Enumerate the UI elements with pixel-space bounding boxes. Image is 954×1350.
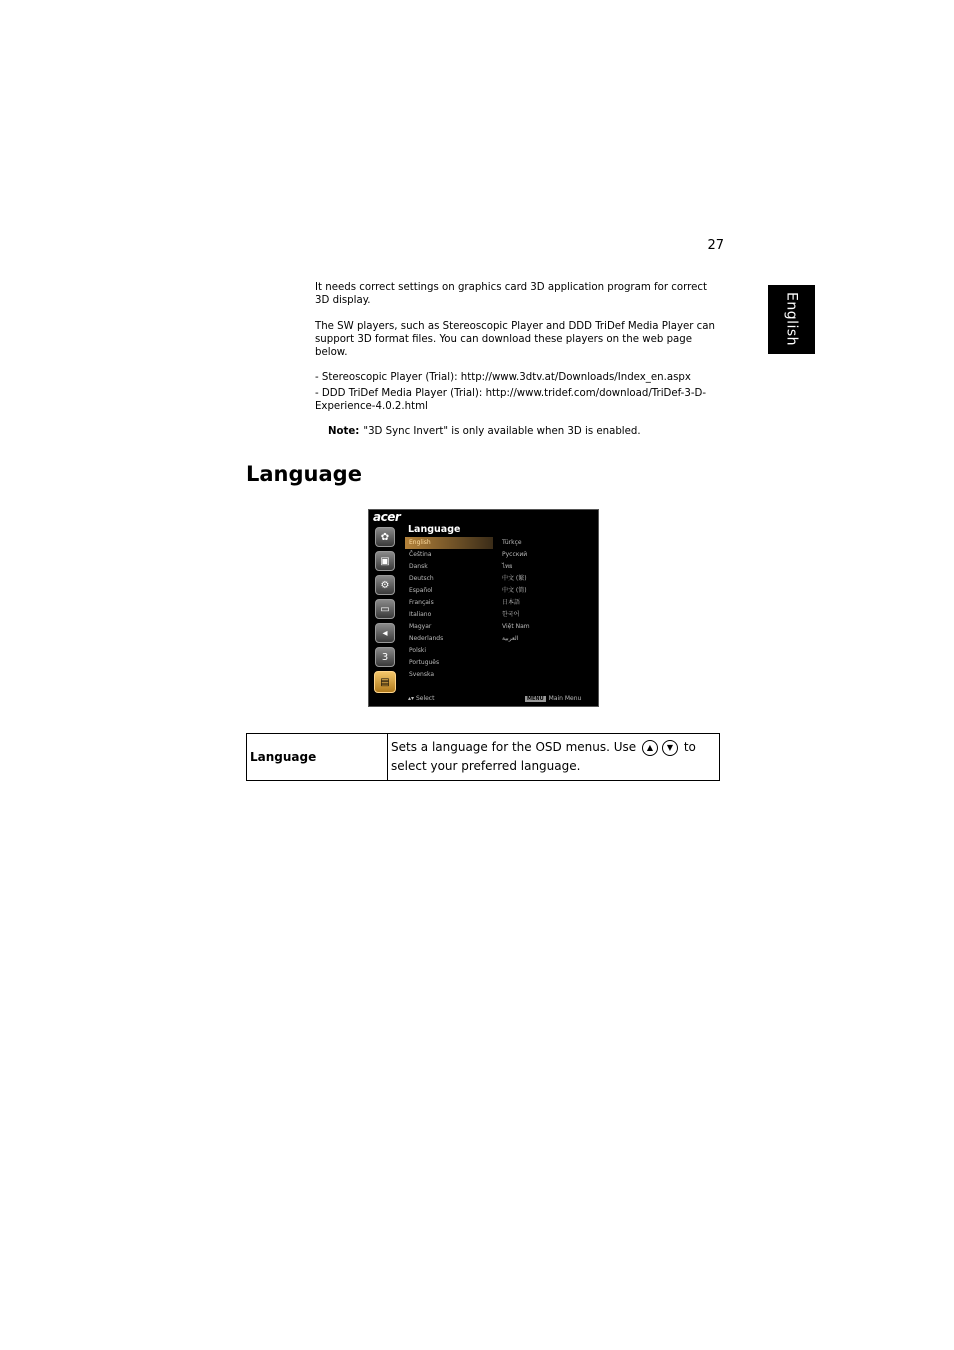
- osd-menu-rail: [375, 527, 397, 697]
- language-option[interactable]: Nederlands: [409, 635, 444, 642]
- language-option[interactable]: 中文 (简): [502, 587, 527, 594]
- language-option[interactable]: 한국어: [502, 611, 520, 618]
- language-list-right: [498, 537, 588, 645]
- note-text: "3D Sync Invert" is only available when 3D is enabled.: [363, 426, 641, 437]
- language-option[interactable]: Português: [409, 659, 440, 666]
- page-number: 27: [707, 238, 724, 253]
- osd-language-screenshot: [368, 509, 599, 707]
- acer-logo: acer: [373, 510, 401, 524]
- language-option[interactable]: 日本語: [502, 599, 521, 606]
- table-label: Language: [247, 734, 388, 781]
- menu-key-icon: MENU: [527, 696, 544, 702]
- side-tab-label: English: [783, 292, 800, 347]
- note-label: Note:: [328, 426, 360, 437]
- paragraph-sw-players: The SW players, such as Stereoscopic Player and DDD TriDef Media Player can support 3D format files. You can download these players on the web page below.: [315, 321, 715, 358]
- language-option[interactable]: العربية: [502, 635, 519, 642]
- down-arrow-icon: ▼: [662, 740, 678, 756]
- palette-icon[interactable]: ✿: [375, 527, 395, 547]
- up-arrow-icon: ▲: [642, 740, 658, 756]
- language-option[interactable]: Italiano: [409, 611, 432, 618]
- picture-icon[interactable]: ▣: [375, 551, 395, 571]
- side-tab-language: [768, 285, 815, 354]
- note: [328, 426, 641, 439]
- paragraph-graphics-settings: It needs correct settings on graphics card 3D application program for correct 3D display.: [315, 282, 707, 306]
- osd-footer-select: ▴▾ Select: [408, 695, 435, 702]
- language-option[interactable]: Polski: [409, 647, 427, 654]
- language-option[interactable]: Deutsch: [409, 575, 434, 582]
- language-list-left: [405, 537, 493, 681]
- language-description-table: [246, 733, 720, 781]
- gear-icon[interactable]: ⚙: [375, 575, 395, 595]
- table-row: [247, 734, 720, 781]
- table-description: Sets a language for the OSD menus. Use ▲ ▼ to select your preferred language.: [388, 734, 720, 781]
- language-option[interactable]: Čeština: [409, 551, 432, 558]
- language-option[interactable]: Magyar: [409, 623, 432, 630]
- 3d-icon[interactable]: 3: [375, 647, 395, 667]
- language-option[interactable]: 中文 (繁): [502, 575, 527, 582]
- osd-title: Language: [408, 524, 461, 535]
- language-icon[interactable]: ▤: [374, 671, 396, 693]
- paragraph-stereoscopic-link: - Stereoscopic Player (Trial): http://www.3dtv.at/Downloads/Index_en.aspx: [315, 372, 691, 383]
- remote-icon[interactable]: ▭: [375, 599, 395, 619]
- language-option[interactable]: English: [405, 537, 493, 549]
- speaker-icon[interactable]: ◂: [375, 623, 395, 643]
- language-option[interactable]: Русский: [502, 551, 528, 558]
- language-option[interactable]: Türkçe: [502, 539, 522, 546]
- language-option[interactable]: Español: [409, 587, 433, 594]
- language-option[interactable]: Việt Nam: [502, 623, 530, 630]
- up-down-arrows-icon: ▴▾: [408, 695, 415, 702]
- osd-footer-main-menu: MENU Main Menu: [527, 695, 582, 702]
- language-option[interactable]: Svenska: [409, 671, 435, 678]
- language-option[interactable]: Français: [409, 599, 434, 606]
- language-option[interactable]: ไทย: [502, 563, 513, 570]
- language-option[interactable]: Dansk: [409, 563, 428, 570]
- section-title: Language: [246, 462, 362, 486]
- paragraph-tridef-link: - DDD TriDef Media Player (Trial): http://www.tridef.com/download/TriDef-3-D-Experience-4.0.2.html: [315, 388, 707, 412]
